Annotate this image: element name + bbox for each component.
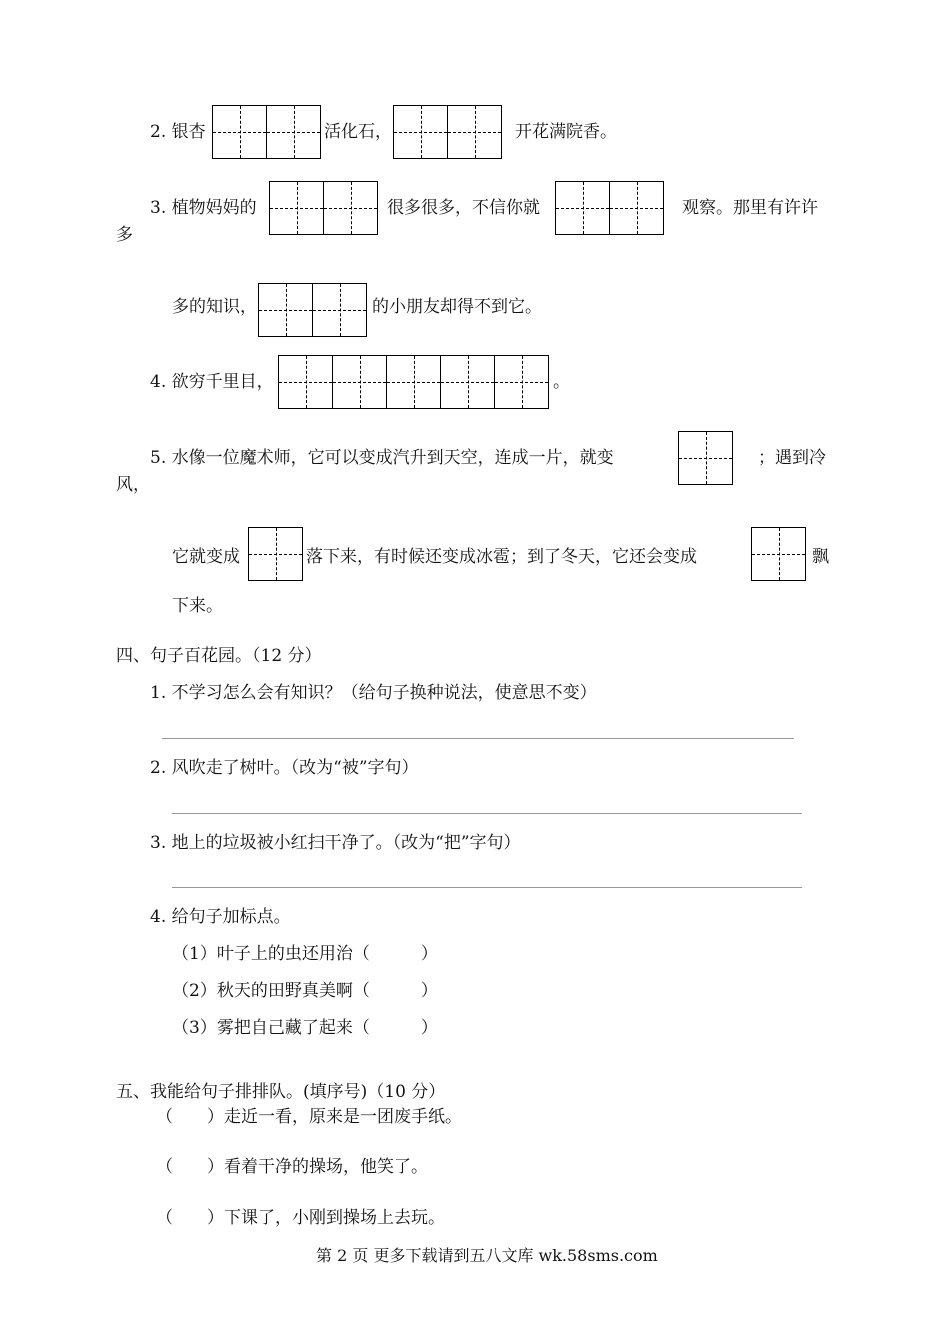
q4-text-b: 。: [553, 372, 570, 392]
s4-q3-answer-line[interactable]: [172, 887, 802, 888]
q5-text-g: 下来。: [172, 596, 223, 616]
s4-item: （3）雾把自己藏了起来（ ）: [172, 1018, 438, 1038]
writing-cell[interactable]: [679, 431, 733, 485]
q3-text-f: 的小朋友却得不到它。: [372, 297, 542, 317]
q5-grid-2[interactable]: [248, 527, 303, 581]
q3-text-d: 多: [116, 225, 133, 245]
q2-text-c: 开花满院香。: [515, 122, 617, 142]
q4-text-a: 4. 欲穷千里目，: [150, 372, 274, 392]
writing-cell[interactable]: [213, 105, 267, 159]
writing-cell[interactable]: [495, 355, 549, 409]
writing-cell[interactable]: [324, 181, 378, 235]
q3-text-a: 3. 植物妈妈的: [150, 198, 257, 218]
q3-grid-2[interactable]: [555, 181, 664, 235]
writing-cell[interactable]: [333, 355, 387, 409]
s4-q1-answer-line[interactable]: [162, 738, 794, 739]
s4-q2-answer-line[interactable]: [172, 813, 802, 814]
writing-cell[interactable]: [270, 181, 324, 235]
writing-cell[interactable]: [249, 527, 303, 581]
q3-text-b: 很多很多，不信你就: [387, 198, 540, 218]
writing-cell[interactable]: [279, 355, 333, 409]
q4-grid[interactable]: [278, 355, 549, 409]
writing-cell[interactable]: [441, 355, 495, 409]
section4-title: 四、句子百花园。（12 分）: [116, 646, 322, 666]
s5-item: （ ）下课了，小刚到操场上去玩。: [156, 1208, 445, 1228]
q2-grid-2[interactable]: [393, 105, 502, 159]
q5-text-f: 飘: [812, 547, 829, 567]
writing-cell[interactable]: [556, 181, 610, 235]
writing-cell[interactable]: [394, 105, 448, 159]
q3-grid-1[interactable]: [269, 181, 378, 235]
q3-text-e: 多的知识，: [172, 297, 257, 317]
writing-cell[interactable]: [752, 527, 806, 581]
q5-text-d: 它就变成: [172, 547, 240, 567]
writing-cell[interactable]: [448, 105, 502, 159]
s4-q2: 2. 风吹走了树叶。（改为“被”字句）: [150, 758, 419, 778]
q5-text-a: 5. 水像一位魔术师，它可以变成汽升到天空，连成一片，就变: [150, 448, 614, 468]
page-footer: 第 2 页 更多下载请到五八文库 wk.58sms.com: [316, 1246, 658, 1265]
q2-grid-1[interactable]: [212, 105, 321, 159]
writing-cell[interactable]: [267, 105, 321, 159]
writing-cell[interactable]: [313, 283, 367, 337]
q5-grid-3[interactable]: [751, 527, 806, 581]
s5-item: （ ）走近一看，原来是一团废手纸。: [156, 1107, 462, 1127]
s5-item: （ ）看着干净的操场，他笑了。: [156, 1157, 428, 1177]
writing-cell[interactable]: [259, 283, 313, 337]
q5-grid-1[interactable]: [678, 431, 733, 485]
s4-q1: 1. 不学习怎么会有知识？（给句子换种说法，使意思不变）: [150, 683, 597, 703]
q3-grid-3[interactable]: [258, 283, 367, 337]
s4-item: （2）秋天的田野真美啊（ ）: [172, 981, 438, 1001]
writing-cell[interactable]: [610, 181, 664, 235]
section5-title: 五、我能给句子排排队。(填序号)（10 分）: [116, 1082, 446, 1102]
q2-text-b: 活化石，: [324, 122, 392, 142]
q5-text-e: 落下来，有时候还变成冰雹；到了冬天，它还会变成: [306, 547, 697, 567]
q5-text-c: 风，: [116, 475, 150, 495]
q3-text-c: 观察。那里有许许: [682, 198, 818, 218]
s4-q3: 3. 地上的垃圾被小红扫干净了。（改为“把”字句）: [150, 833, 521, 853]
s4-item: （1）叶子上的虫还用治（ ）: [172, 944, 438, 964]
q5-text-b: ；遇到冷: [758, 448, 826, 468]
q2-text-a: 2. 银杏: [150, 122, 206, 142]
s4-q4: 4. 给句子加标点。: [150, 907, 291, 927]
writing-cell[interactable]: [387, 355, 441, 409]
